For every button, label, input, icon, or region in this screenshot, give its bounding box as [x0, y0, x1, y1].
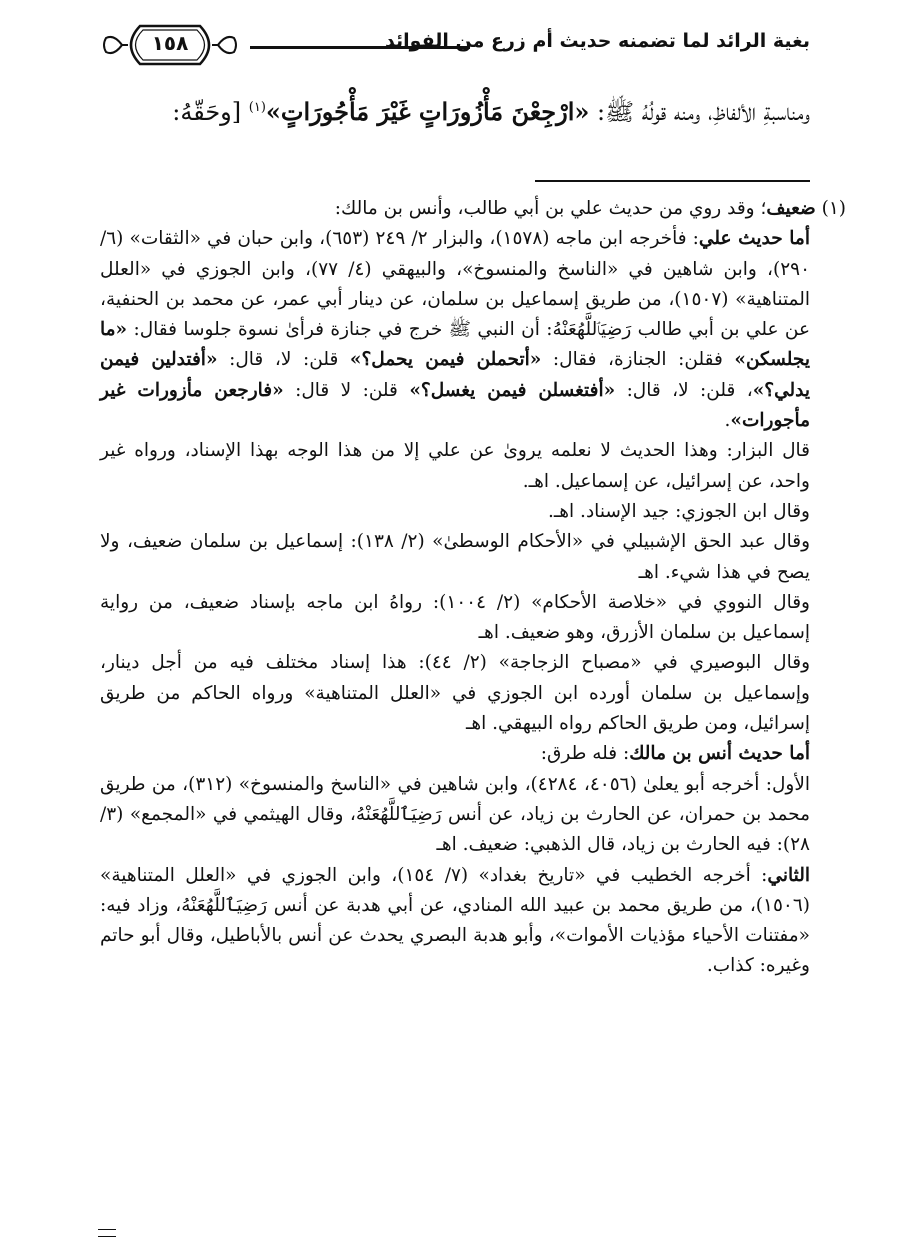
running-title: بغية الرائد لما تضمنه حديث أم زرع من الفوائد — [385, 30, 810, 52]
footnote-ref: (١) — [248, 100, 266, 115]
paragraph-anas-text: : فله طرق: — [540, 743, 630, 765]
paragraph-ali — [100, 224, 810, 436]
hadith-quote: «أفتدلين فيمن يدلي؟» — [100, 349, 811, 401]
main-text-before: ومناسبةِ الألفاظِ، ومنه قولُهُ ﷺ: — [589, 98, 810, 126]
page-header — [100, 22, 810, 68]
footnote-separator — [535, 180, 810, 182]
footnote-head — [100, 194, 846, 224]
hadith-quote: «أفتغسلن فيمن يغسل؟» — [409, 379, 616, 401]
hadith-quote: «أتحملن فيمن يحمل؟» — [349, 349, 542, 371]
footnotes — [100, 194, 846, 982]
paragraph-second-route — [100, 861, 810, 982]
paragraph-busiri: وقال البوصيري في «مصباح الزجاجة» (٢/ ٤٤): هذا إسناد مختلف فيه من أجل دينار، وإسماعيل بن سلمان أورده ابن الجوزي في «العلل المتناهية» ورواه الحاكم من طريق إسرائيل، ومن طريق الحاكم رواه البيهقي. اهـ — [100, 652, 811, 735]
main-text-after: [وحَقّهُ: — [172, 98, 249, 126]
paragraph-ali-text: فقلن: الجنازة، فقال: — [541, 349, 735, 371]
paragraph-ali-text: قلن: لا قال: — [283, 379, 410, 401]
paragraph-anas — [100, 739, 810, 769]
paragraph-ali-text: . — [724, 410, 731, 432]
footnote-head-text: ؛ وقد روي من حديث علي بن أبي طالب، وأنس بن مالك: — [334, 198, 767, 219]
main-quote: «ارْجِعْنَ مَأْزُورَاتٍ غَيْرَ مَأْجُورَاتٍ» — [265, 97, 590, 126]
paragraph-ali-heading: أما حديث علي — [698, 228, 810, 250]
paragraph-second-text: : أخرجه الخطيب في «تاريخ بغداد» (٧/ ١٥٤)، وابن الجوزي في «العلل المتناهية» (١٥٠٦)، من طريق محمد بن عبيد الله المنادي، عن أبي هدبة عن أنس رَضِيَٱللَّهُعَنْهُ، وزاد فيه: «مفتنات الأحياء مؤذيات الأموات»، وأبو هدبة البصري يحدث عن أنس بالأباطيل، وقال أبو حاتم وغيره: كذاب. — [100, 864, 810, 977]
paragraph-ali-text: قلن: لا، قال: — [217, 349, 350, 371]
page-number-badge — [100, 22, 240, 68]
page-number: ١٥٨ — [151, 31, 189, 55]
paragraph-ali-text: ، قلن: لا، قال: — [615, 379, 753, 401]
paragraph-bazzar: قال البزار: وهذا الحديث لا نعلمه يروىٰ عن علي إلا من هذا الوجه بهذا الإسناد، ورواه غير واحد، عن إسرائيل، عن إسماعيل. اهـ. — [100, 440, 810, 492]
paragraph-second-heading: الثاني — [767, 864, 810, 886]
paragraph-ibn-jawzi: وقال ابن الجوزي: جيد الإسناد. اهـ. — [547, 500, 810, 522]
hadith-quote: «فارجعن مأزورات غير مأجورات» — [100, 379, 810, 432]
continuation-mark — [98, 1229, 116, 1237]
paragraph-first-route: الأول: أخرجه أبو يعلىٰ (٤٠٥٦، ٤٢٨٤)، وابن شاهين في «الناسخ والمنسوخ» (٣١٢)، من طريق محمد بن حمران، عن الحارث بن زياد، عن أنس رَضِيَٱللَّهُعَنْهُ، وقال الهيثمي في «المجمع» (٣/ ٢٨): فيه الحارث بن زياد، قال الذهبي: ضعيف. اهـ — [100, 773, 811, 856]
paragraph-ishbili: وقال عبد الحق الإشبيلي في «الأحكام الوسطىٰ» (٢/ ١٣٨): إسماعيل بن سلمان ضعيف، ولا يصح في هذا شيء. اهـ — [100, 531, 810, 583]
main-text-line — [100, 86, 810, 134]
paragraph-ali-text: : فأخرجه ابن ماجه (١٥٧٨)، والبزار ٢/ ٢٤٩ (٦٥٣)، وابن حبان في «الثقات» (٦/ ٢٩٠)، وابن شاهين في «الناسخ والمنسوخ»، والبيهقي (٤/ ٧٧)، وابن الجوزي في «العلل المتناهية» (١٥٠٧)، من طريق إسماعيل بن سلمان، عن دينار أبي عمر، عن محمد بن الحنفية، عن علي بن أبي طالب رَضِيَٱللَّهُعَنْهُ: أن النبي ﷺ خرج في جنازة فرأىٰ نسوة جلوسا فقال: — [100, 228, 811, 341]
paragraph-nawawi: وقال النووي في «خلاصة الأحكام» (٢/ ١٠٠٤): رواهُ ابن ماجه بإسناد ضعيف، من رواية إسماعيل بن سلمان الأزرق، وهو ضعيف. اهـ — [100, 591, 810, 644]
paragraph-anas-heading: أما حديث أنس بن مالك — [629, 743, 810, 765]
footnote-number: (١) — [821, 198, 846, 219]
footnote-verdict: ضعيف — [766, 198, 816, 219]
hadith-quote: «ما يجلسكن» — [100, 319, 810, 371]
